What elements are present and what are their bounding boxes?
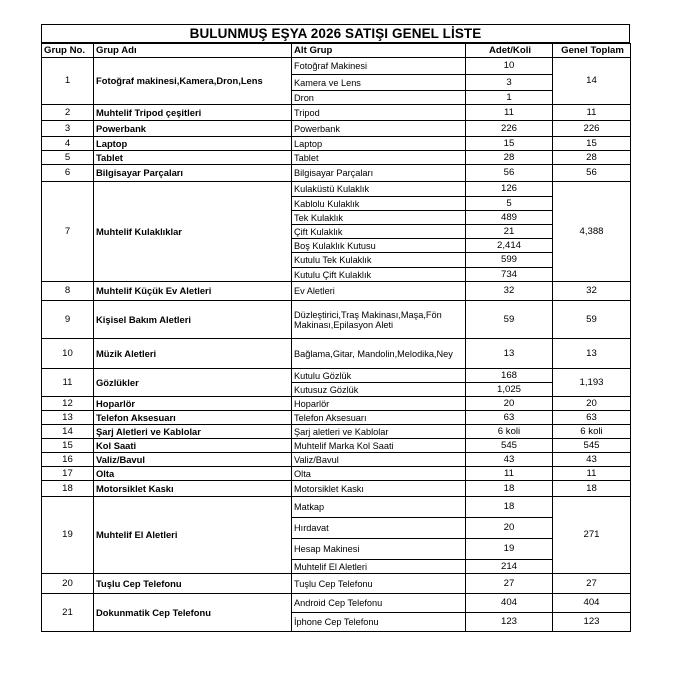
subgroup-cell: Muhtelif El Aletleri: [292, 560, 466, 574]
subgroup-cell: Android Cep Telefonu: [292, 594, 466, 613]
table-body: [42, 58, 631, 632]
quantity-cell: 18: [466, 481, 553, 497]
quantity-cell: 126: [466, 182, 553, 197]
total-cell: 20: [553, 397, 631, 411]
quantity-cell: 1: [466, 91, 553, 105]
header-subgroup: Alt Grup: [292, 44, 466, 58]
table-row: [42, 121, 631, 137]
group-number-cell: 16: [42, 453, 94, 467]
total-cell: 14: [553, 58, 631, 105]
total-cell: 15: [553, 137, 631, 151]
group-name-cell: Laptop: [94, 137, 292, 151]
group-number-cell: 1: [42, 58, 94, 105]
total-cell: 56: [553, 165, 631, 182]
quantity-cell: 20: [466, 518, 553, 539]
quantity-cell: 2,414: [466, 239, 553, 253]
subgroup-cell: Olta: [292, 467, 466, 481]
table-row: [42, 439, 631, 453]
group-number-cell: 7: [42, 182, 94, 282]
total-cell: 28: [553, 151, 631, 165]
quantity-cell: 1,025: [466, 383, 553, 397]
group-name-cell: Gözlükler: [94, 369, 292, 397]
subgroup-cell: Valiz/Bavul: [292, 453, 466, 467]
quantity-cell: 63: [466, 411, 553, 425]
quantity-cell: 28: [466, 151, 553, 165]
quantity-cell: 489: [466, 211, 553, 225]
subgroup-cell: Kutulu Gözlük: [292, 369, 466, 383]
group-name-cell: Müzik Aletleri: [94, 339, 292, 369]
subgroup-cell: İphone Cep Telefonu: [292, 613, 466, 632]
group-number-cell: 8: [42, 282, 94, 301]
subgroup-cell: Tablet: [292, 151, 466, 165]
subgroup-cell: Powerbank: [292, 121, 466, 137]
quantity-cell: 13: [466, 339, 553, 369]
total-cell: 226: [553, 121, 631, 137]
group-number-cell: 6: [42, 165, 94, 182]
inventory-table: [41, 43, 631, 632]
sheet: [41, 24, 630, 632]
subgroup-cell: Çift Kulaklık: [292, 225, 466, 239]
group-number-cell: 9: [42, 301, 94, 339]
subgroup-cell: Dron: [292, 91, 466, 105]
total-cell: 18: [553, 481, 631, 497]
quantity-cell: 214: [466, 560, 553, 574]
table-row: [42, 453, 631, 467]
total-cell: 4,388: [553, 182, 631, 282]
subgroup-cell: Motorsiklet Kaskı: [292, 481, 466, 497]
subgroup-cell: Laptop: [292, 137, 466, 151]
group-name-cell: Şarj Aletleri ve Kablolar: [94, 425, 292, 439]
table-row: [42, 369, 631, 383]
table-row: [42, 282, 631, 301]
group-number-cell: 2: [42, 105, 94, 121]
quantity-cell: 43: [466, 453, 553, 467]
subgroup-cell: Kutulu Tek Kulaklık: [292, 253, 466, 268]
total-cell: 43: [553, 453, 631, 467]
subgroup-cell: Şarj aletleri ve Kablolar: [292, 425, 466, 439]
quantity-cell: 168: [466, 369, 553, 383]
group-number-cell: 11: [42, 369, 94, 397]
group-number-cell: 21: [42, 594, 94, 632]
quantity-cell: 123: [466, 613, 553, 632]
total-cell: 63: [553, 411, 631, 425]
quantity-cell: 5: [466, 197, 553, 211]
group-name-cell: Olta: [94, 467, 292, 481]
page-title: BULUNMUŞ EŞYA 2026 SATIŞI GENEL LİSTE: [41, 24, 630, 43]
header-total: Genel Toplam: [553, 44, 631, 58]
subgroup-cell: Telefon Aksesuarı: [292, 411, 466, 425]
group-name-cell: Muhtelif El Aletleri: [94, 497, 292, 574]
table-row: [42, 467, 631, 481]
total-cell: 32: [553, 282, 631, 301]
group-number-cell: 12: [42, 397, 94, 411]
header-row: [42, 44, 631, 58]
quantity-cell: 404: [466, 594, 553, 613]
table-row: [42, 165, 631, 182]
group-name-cell: Muhtelif Küçük Ev Aletleri: [94, 282, 292, 301]
quantity-cell: 226: [466, 121, 553, 137]
total-cell: 123: [553, 613, 631, 632]
table-row: [42, 137, 631, 151]
subgroup-cell: Tripod: [292, 105, 466, 121]
table-row: [42, 339, 631, 369]
total-cell: 11: [553, 105, 631, 121]
subgroup-cell: Hesap Makinesi: [292, 539, 466, 560]
subgroup-cell: Kutusuz Gözlük: [292, 383, 466, 397]
subgroup-cell: Kulaküstü Kulaklık: [292, 182, 466, 197]
table-row: [42, 574, 631, 594]
total-cell: 1,193: [553, 369, 631, 397]
quantity-cell: 3: [466, 75, 553, 91]
quantity-cell: 10: [466, 58, 553, 75]
group-number-cell: 14: [42, 425, 94, 439]
group-name-cell: Dokunmatik Cep Telefonu: [94, 594, 292, 632]
subgroup-cell: Muhtelif Marka Kol Saati: [292, 439, 466, 453]
quantity-cell: 545: [466, 439, 553, 453]
group-name-cell: Fotoğraf makinesi,Kamera,Dron,Lens: [94, 58, 292, 105]
quantity-cell: 18: [466, 497, 553, 518]
quantity-cell: 56: [466, 165, 553, 182]
quantity-cell: 27: [466, 574, 553, 594]
subgroup-cell: Kamera ve Lens: [292, 75, 466, 91]
subgroup-cell: Hoparlör: [292, 397, 466, 411]
group-name-cell: Motorsiklet Kaskı: [94, 481, 292, 497]
header-quantity: Adet/Koli: [466, 44, 553, 58]
subgroup-cell: Düzleştirici,Traş Makinası,Maşa,Fön Makinası,Epilasyon Aleti: [292, 301, 466, 339]
table-row: [42, 594, 631, 613]
table-row: [42, 58, 631, 75]
subgroup-cell: Hırdavat: [292, 518, 466, 539]
group-name-cell: Valiz/Bavul: [94, 453, 292, 467]
table-row: [42, 411, 631, 425]
subgroup-cell: Boş Kulaklık Kutusu: [292, 239, 466, 253]
group-name-cell: Powerbank: [94, 121, 292, 137]
quantity-cell: 15: [466, 137, 553, 151]
quantity-cell: 59: [466, 301, 553, 339]
group-name-cell: Tablet: [94, 151, 292, 165]
group-name-cell: Bilgisayar Parçaları: [94, 165, 292, 182]
subgroup-cell: Fotoğraf Makinesi: [292, 58, 466, 75]
subgroup-cell: Ev Aletleri: [292, 282, 466, 301]
total-cell: 404: [553, 594, 631, 613]
quantity-cell: 20: [466, 397, 553, 411]
quantity-cell: 599: [466, 253, 553, 268]
table-row: [42, 151, 631, 165]
subgroup-cell: Tek Kulaklık: [292, 211, 466, 225]
table-row: [42, 182, 631, 197]
quantity-cell: 11: [466, 105, 553, 121]
group-name-cell: Hoparlör: [94, 397, 292, 411]
subgroup-cell: Tuşlu Cep Telefonu: [292, 574, 466, 594]
quantity-cell: 19: [466, 539, 553, 560]
total-cell: 11: [553, 467, 631, 481]
table-row: [42, 397, 631, 411]
header-group-no: Grup No.: [42, 44, 94, 58]
group-name-cell: Muhtelif Tripod çeşitleri: [94, 105, 292, 121]
group-number-cell: 13: [42, 411, 94, 425]
subgroup-cell: Kablolu Kulaklık: [292, 197, 466, 211]
quantity-cell: 734: [466, 268, 553, 282]
group-name-cell: Muhtelif Kulaklıklar: [94, 182, 292, 282]
group-number-cell: 17: [42, 467, 94, 481]
group-number-cell: 4: [42, 137, 94, 151]
group-number-cell: 5: [42, 151, 94, 165]
table-row: [42, 301, 631, 339]
group-name-cell: Telefon Aksesuarı: [94, 411, 292, 425]
table-row: [42, 105, 631, 121]
table-row: [42, 481, 631, 497]
group-number-cell: 10: [42, 339, 94, 369]
total-cell: 545: [553, 439, 631, 453]
group-name-cell: Tuşlu Cep Telefonu: [94, 574, 292, 594]
group-number-cell: 19: [42, 497, 94, 574]
subgroup-cell: Bilgisayar Parçaları: [292, 165, 466, 182]
subgroup-cell: Bağlama,Gitar, Mandolin,Melodika,Ney: [292, 339, 466, 369]
group-number-cell: 20: [42, 574, 94, 594]
group-name-cell: Kol Saati: [94, 439, 292, 453]
total-cell: 27: [553, 574, 631, 594]
quantity-cell: 6 koli: [466, 425, 553, 439]
quantity-cell: 11: [466, 467, 553, 481]
total-cell: 271: [553, 497, 631, 574]
total-cell: 6 koli: [553, 425, 631, 439]
header-group-name: Grup Adı: [94, 44, 292, 58]
total-cell: 13: [553, 339, 631, 369]
quantity-cell: 32: [466, 282, 553, 301]
group-number-cell: 15: [42, 439, 94, 453]
table-row: [42, 497, 631, 518]
table-row: [42, 425, 631, 439]
subgroup-cell: Matkap: [292, 497, 466, 518]
group-name-cell: Kişisel Bakım Aletleri: [94, 301, 292, 339]
total-cell: 59: [553, 301, 631, 339]
group-number-cell: 18: [42, 481, 94, 497]
quantity-cell: 21: [466, 225, 553, 239]
group-number-cell: 3: [42, 121, 94, 137]
subgroup-cell: Kutulu Çift Kulaklık: [292, 268, 466, 282]
